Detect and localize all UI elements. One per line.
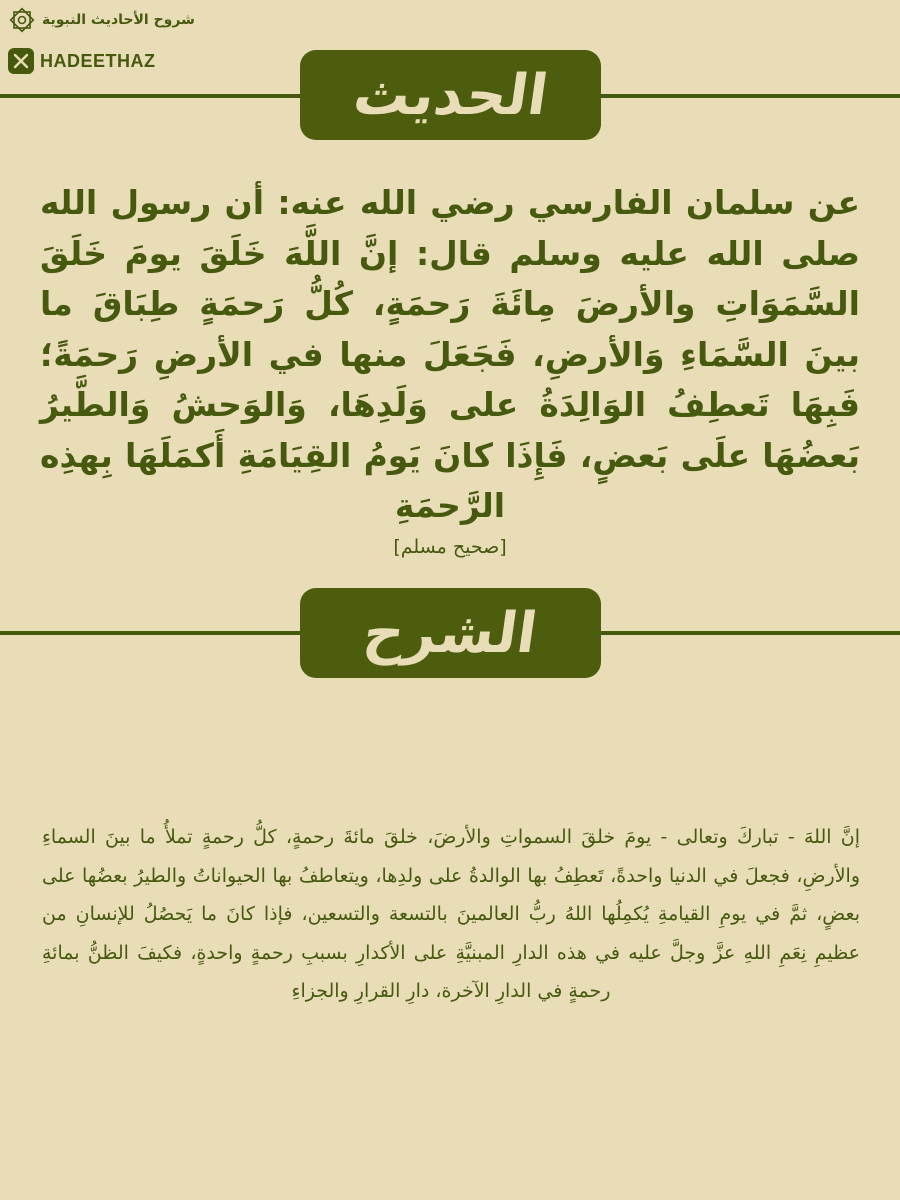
x-icon: [8, 48, 34, 74]
ornamental-star-icon: [8, 6, 36, 34]
hadith-banner: [300, 50, 601, 140]
explanation-banner-title: الشرح: [359, 600, 542, 666]
brand-header: [8, 6, 195, 34]
hadith-banner-title: الحديث: [349, 62, 552, 128]
explanation-banner: [300, 588, 601, 678]
hadith-text: عن سلمان الفارسي رضي الله عنه: أن رسول الله صلى الله عليه وسلم قال: إنَّ اللَّهَ خَلَقَ يومَ خَلَقَ السَّمَوَاتِ والأرضَ مِائَةَ رَحمَةٍ، كُلُّ رَحمَةٍ طِبَاقَ ما بينَ السَّمَاءِ وَالأرضِ، فَجَعَلَ منها في الأرضِ رَحمَةً؛ فَبِهَا تَعطِفُ الوَالِدَةُ على وَلَدِهَا، وَالوَحشُ وَالطَّيرُ بَعضُهَا علَى بَعضٍ، فَإِذَا كانَ يَومُ القِيَامَةِ أَكمَلَهَا بِهذِه الرَّحمَةِ: [40, 183, 860, 525]
brand-name: شروح الأحاديث النبوية: [42, 12, 195, 28]
hadith-source: [صحيح مسلم]: [393, 536, 507, 558]
social-handle[interactable]: [8, 48, 156, 74]
handle-text: HADEETHAZ: [40, 50, 156, 71]
explanation-text: إنَّ اللهَ - تباركَ وتعالى - يومَ خلقَ السمواتِ والأرضَ، خلقَ مائةَ رحمةٍ، كلُّ رحمةٍ تملأُ ما بينَ السماءِ والأرضِ، فجعلَ في الدنيا واحدةً، تَعطِفُ بها الوالدةُ على ولدِها، ويتعاطفُ بها الحيواناتُ والطيرُ بعضُها على بعضٍ، ثمَّ في يومِ القيامةِ يُكمِلُها اللهُ ربُّ العالمينَ بالتسعة والتسعين، فإذا كانَ ما يَحصُلُ للإنسانِ من عظيمِ نِعَمِ اللهِ عزَّ وجلَّ عليه في هذه الدارِ المبنيَّةِ على الأكدارِ بسببِ رحمةٍ واحدةٍ، فكيفَ الظنُّ بمائةِ رحمةٍ في الدارِ الآخرة، دارِ القرارِ والجزاءِ: [42, 826, 860, 1002]
